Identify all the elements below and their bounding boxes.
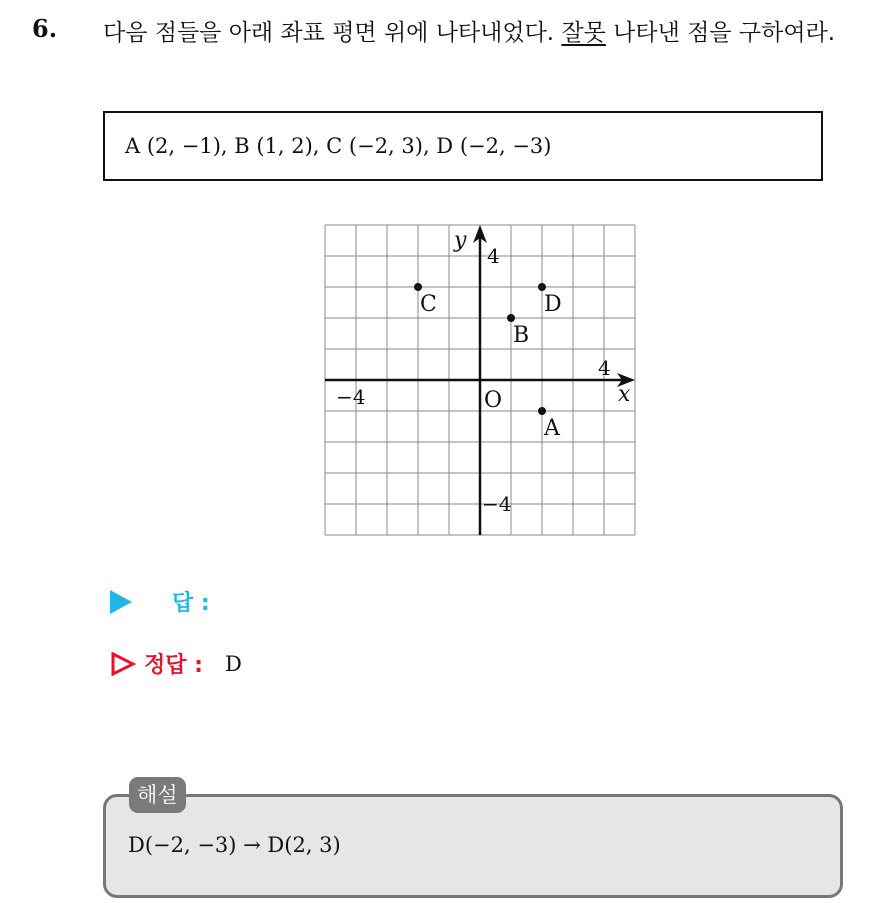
correct-answer-label: 정답 : [144,653,203,678]
y-axis-label: y [454,228,467,253]
point-label-d: D [544,292,562,317]
data-points [414,283,562,441]
point-label-c: C [420,292,437,317]
question-text-part1: 다음 점들을 아래 좌표 평면 위에 나타내었다. [103,20,562,46]
explanation-tab: 해설 [129,777,186,813]
answer-row [110,586,232,617]
tick-label-x-neg: −4 [336,385,366,409]
coordinate-plane [320,222,640,542]
question-text [103,14,863,52]
tick-label-y-pos: 4 [487,244,500,268]
points-text: A (2, −1), B (1, 2), C (−2, 3), D (−2, −3) [125,134,552,158]
answer-label: 답 : [172,591,210,616]
correct-answer-row [110,648,242,679]
points-box [103,111,823,181]
explanation-box [103,794,843,898]
filled-triangle-icon [110,590,132,614]
origin-label: O [484,388,503,413]
x-axis-label: x [618,382,631,407]
point-label-a: A [544,416,560,441]
tick-label-y-neg: −4 [482,492,512,516]
tick-label-x-pos: 4 [598,356,611,380]
explanation-text: D(−2, −3) → D(2, 3) [128,833,341,857]
outline-triangle-icon [110,651,136,677]
point-a [538,407,546,415]
question-number: 6. [32,14,58,43]
axes [325,225,635,535]
point-label-b: B [513,323,530,348]
question-text-underlined: 잘못 [561,20,606,46]
point-b [507,314,515,322]
point-d [538,283,546,291]
correct-answer-value: D [224,651,242,676]
point-c [414,283,422,291]
question-text-part2: 나타낸 점을 구하여라. [605,20,836,46]
